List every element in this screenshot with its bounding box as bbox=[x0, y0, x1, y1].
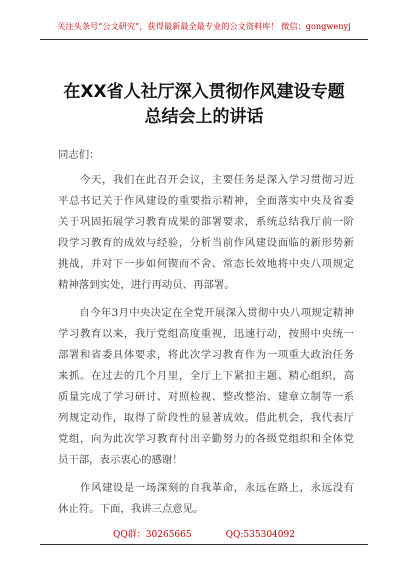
text-line: 精神落到实处，进行再动员、再部署。 bbox=[58, 279, 235, 291]
paragraph-3 bbox=[58, 478, 354, 520]
text-line: 列规定动作，取得了阶段性的显著成效。借此机会，我代表厅 bbox=[58, 412, 354, 424]
paragraph-2 bbox=[58, 303, 354, 471]
text-line: 关于巩固拓展学习教育成果的部署要求，系统总结我厅前一阶 bbox=[58, 216, 354, 228]
text-line: 来抓。在过去的几个月里，全厅上下紧扣主题、精心组织，高 bbox=[58, 370, 354, 382]
text-line: 休止符。下面，我讲三点意见。 bbox=[58, 503, 204, 515]
text-line: 部署和省委具体要求，将此次学习教育作为一项重大政治任务 bbox=[58, 349, 354, 361]
text-line: 今天，我们在此召开会议，主要任务是深入学习贯彻习近 bbox=[58, 174, 354, 186]
footer-divider bbox=[40, 544, 368, 545]
salutation: 同志们： bbox=[58, 149, 100, 161]
text-line: 党组，向为此次学习教育付出辛勤努力的各级党组织和全体党 bbox=[58, 433, 354, 445]
text-line: 学习教育以来，我厅党组高度重视，迅速行动，按照中央统一 bbox=[58, 328, 354, 340]
text-line: 挑战，并对下一步如何锲而不舍、常态长效地将中央八项规定 bbox=[58, 258, 354, 270]
title-line-1: 在XX省人社厅深入贯彻作风建设专题 bbox=[63, 82, 345, 102]
footer-qq-contact: QQ:535304092 bbox=[225, 530, 295, 540]
text-line: 自今年3月中央决定在全党开展深入贯彻中央八项规定精神 bbox=[58, 307, 354, 319]
document-title bbox=[30, 80, 378, 130]
header-promo-text: 关注头条号“公文研究”，获得最新最全最专业的公文资料库！ 微信：gongwenyj bbox=[57, 21, 351, 31]
paragraph-1 bbox=[58, 170, 354, 296]
text-line: 质量完成了学习研讨、对照检视、整改整治、建章立制等一系 bbox=[58, 391, 354, 403]
text-line: 作风建设是一场深刻的自我革命，永远在路上，永远没有 bbox=[58, 482, 354, 494]
page-footer bbox=[0, 528, 408, 542]
text-line: 平总书记关于作风建设的重要指示精神，全面落实中央及省委 bbox=[58, 195, 354, 207]
text-line: 段学习教育的成效与经验，分析当前作风建设面临的新形势新 bbox=[58, 237, 354, 249]
page-header bbox=[20, 20, 388, 32]
footer-qq-group: QQ群：30265665 bbox=[113, 530, 192, 540]
title-line-2: 总结会上的讲话 bbox=[144, 107, 264, 127]
document-body bbox=[58, 146, 354, 527]
text-line: 员干部，表示衷心的感谢！ bbox=[58, 454, 183, 466]
header-divider bbox=[40, 39, 368, 40]
